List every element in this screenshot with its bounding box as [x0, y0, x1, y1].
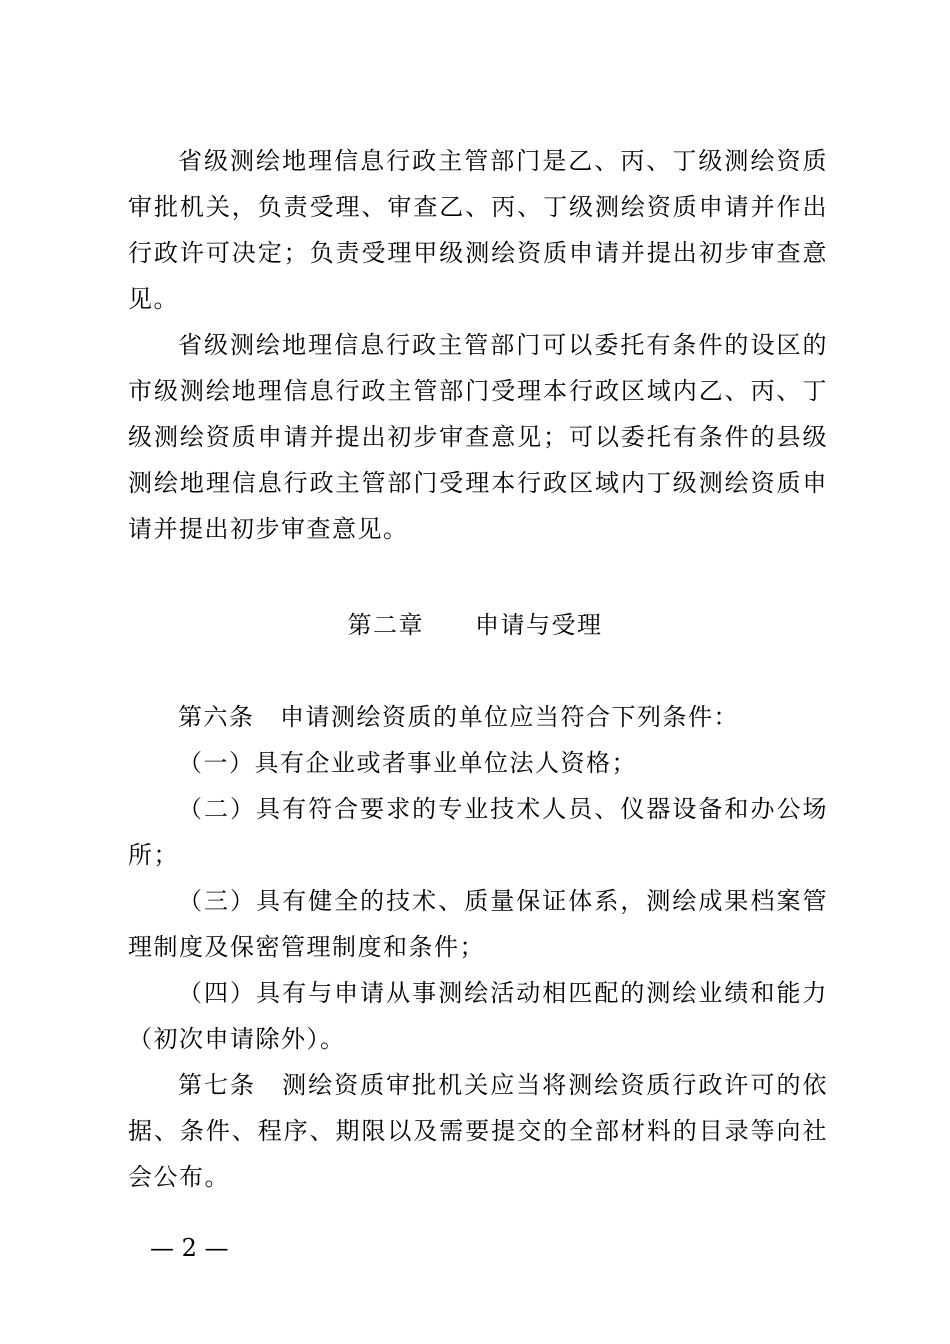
condition-3: （三）具有健全的技术、质量保证体系，测绘成果档案管理制度及保密管理制度和条件； [128, 887, 828, 961]
page-number: — 2 — [150, 1234, 229, 1262]
condition-4: （四）具有与申请从事测绘活动相匹配的测绘业绩和能力（初次申请除外）。 [128, 979, 828, 1053]
paragraph-provincial-authority: 省级测绘地理信息行政主管部门是乙、丙、丁级测绘资质审批机关，负责受理、审查乙、丙、丁级测绘资质申请并作出行政许可决定；负责受理甲级测绘资质申请并提出初步审查意见。 [128, 147, 828, 313]
article-6-heading: 第六条 申请测绘资质的单位应当符合下列条件： [178, 703, 739, 731]
section-application [128, 694, 828, 1200]
article-7: 第七条 测绘资质审批机关应当将测绘资质行政许可的依据、条件、程序、期限以及需要提交的全部材料的目录等向社会公布。 [128, 1071, 828, 1191]
chapter-heading: 第二章 申请与受理 [347, 611, 603, 639]
paragraph-delegation: 省级测绘地理信息行政主管部门可以委托有条件的设区的市级测绘地理信息行政主管部门受理本行政区域内乙、丙、丁级测绘资质申请并提出初步审查意见；可以委托有条件的县级测绘地理信息行政主管部门受理本行政区域内丁级测绘资质申请并提出初步审查意见。 [128, 331, 828, 543]
condition-2: （二）具有符合要求的专业技术人员、仪器设备和办公场所； [128, 795, 828, 869]
section-authority [128, 138, 828, 552]
condition-1: （一）具有企业或者事业单位法人资格； [178, 749, 637, 777]
